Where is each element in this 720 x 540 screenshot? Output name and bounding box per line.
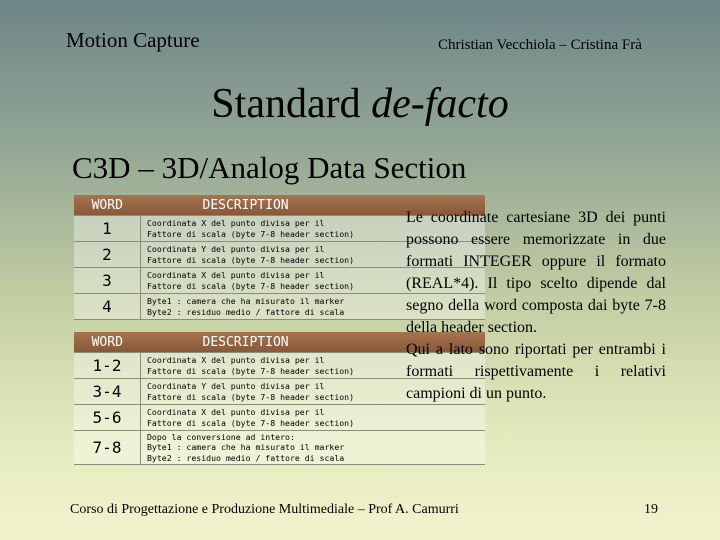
- col-header-description: DESCRIPTION: [141, 332, 485, 353]
- description-cell: Coordinata X del punto divisa per il Fattore di scala (byte 7-8 header section): [141, 405, 485, 431]
- col-header-word: WORD: [74, 195, 141, 216]
- col-header-description: DESCRIPTION: [141, 195, 485, 216]
- word-cell: 4: [74, 294, 141, 320]
- paragraph-coordinates: Le coordinate cartesiane 3D dei punti possono essere memorizzate in due formati INTEGER oppure il formato (REAL*4). Il tipo scelto dipende dal segno della word composta dai byte 7-8 della header section.: [406, 209, 666, 336]
- description-cell: Coordinata X del punto divisa per il Fattore di scala (byte 7-8 header section): [141, 216, 485, 242]
- explanation-text: [406, 207, 666, 405]
- table-row: [74, 405, 485, 431]
- word-cell: 2: [74, 242, 141, 268]
- word-cell: 3-4: [74, 379, 141, 405]
- title-italic: de-facto: [371, 81, 509, 127]
- paragraph-samples: Qui a lato sono riportati per entrambi i formati rispettivamente i relativi campioni di un punto.: [406, 341, 666, 402]
- header-course-title: Motion Capture: [66, 28, 200, 52]
- word-cell: 7-8: [74, 431, 141, 465]
- title-plain: Standard: [211, 81, 372, 127]
- description-cell: Coordinata X del punto divisa per il Fattore di scala (byte 7-8 header section): [141, 353, 485, 379]
- description-cell: Coordinata X del punto divisa per il Fattore di scala (byte 7-8 header section): [141, 268, 485, 294]
- col-header-word: WORD: [74, 332, 141, 353]
- slide-title: [0, 80, 720, 128]
- footer-course: Corso di Progettazione e Produzione Multimediale – Prof A. Camurri: [70, 502, 459, 517]
- description-cell: Coordinata Y del punto divisa per il Fattore di scala (byte 7-8 header section): [141, 379, 485, 405]
- word-cell: 5-6: [74, 405, 141, 431]
- word-cell: 3: [74, 268, 141, 294]
- table-row: [74, 431, 485, 465]
- header-authors: Christian Vecchiola – Cristina Frà: [438, 37, 642, 53]
- description-cell: Byte1 : camera che ha misurato il marker Byte2 : residuo medio / fattore di scala: [141, 294, 485, 320]
- page-number: 19: [644, 502, 658, 517]
- description-cell: Coordinata Y del punto divisa per il Fattore di scala (byte 7-8 header section): [141, 242, 485, 268]
- word-cell: 1: [74, 216, 141, 242]
- slide-subtitle: C3D – 3D/Analog Data Section: [72, 150, 467, 185]
- description-cell: Dopo la conversione ad intero: Byte1 : camera che ha misurato il marker Byte2 : residuo medio / fattore di scala: [141, 431, 485, 465]
- word-cell: 1-2: [74, 353, 141, 379]
